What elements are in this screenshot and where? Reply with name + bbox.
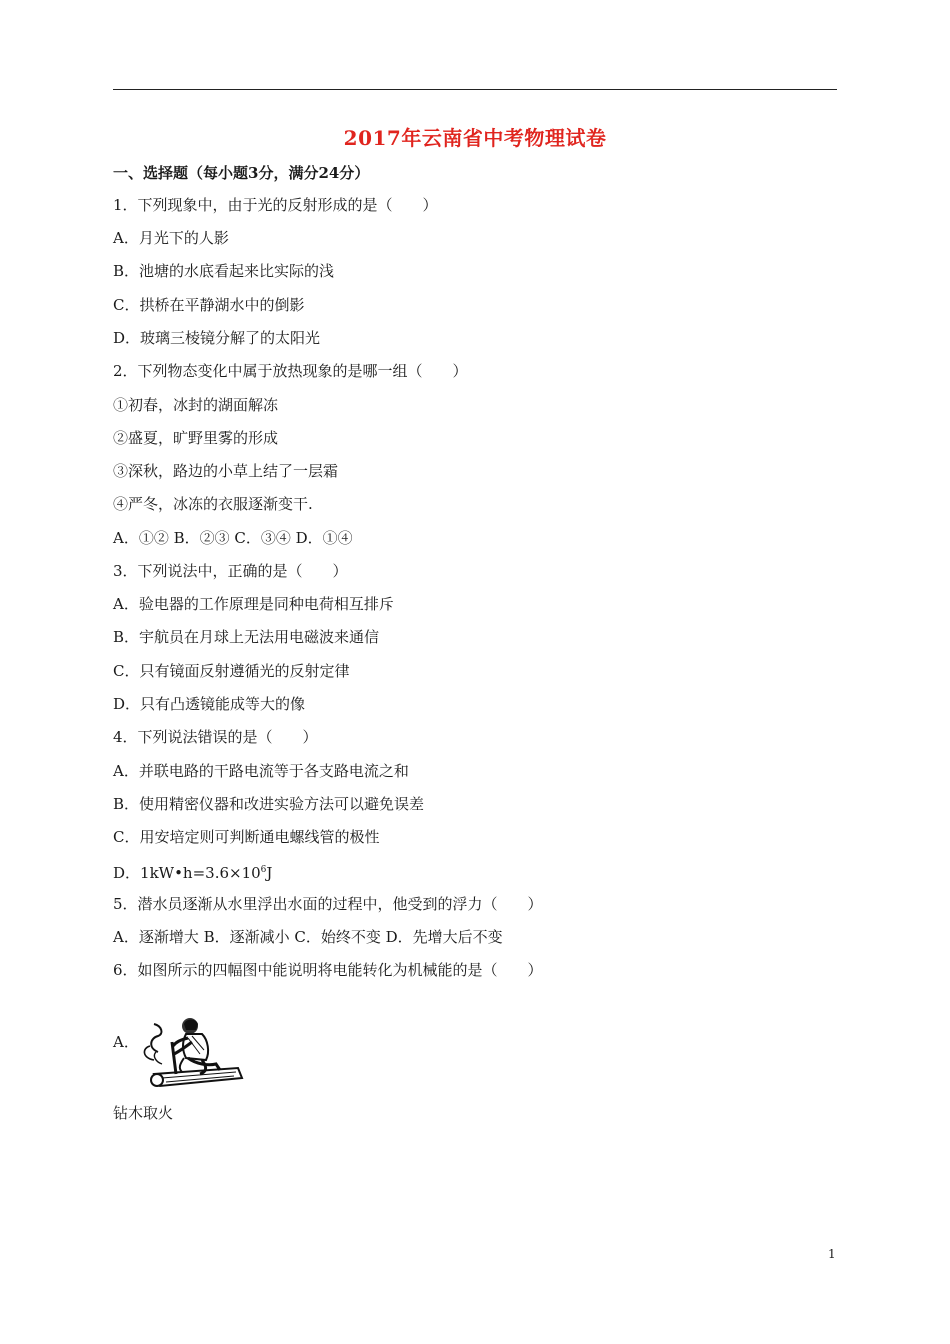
q2-options: A．①② B．②③ C．③④ D．①④	[113, 529, 353, 547]
question-1: 1．下列现象中，由于光的反射形成的是（ ）	[113, 196, 438, 214]
q3-option-c: C．只有镜面反射遵循光的反射定律	[113, 662, 350, 680]
q2-statement-3: ③深秋，路边的小草上结了一层霜	[113, 462, 339, 480]
q4-option-b: B．使用精密仪器和改进实验方法可以避免误差	[113, 795, 425, 813]
question-3: 3．下列说法中，正确的是（ ）	[113, 562, 348, 580]
q3-option-d: D．只有凸透镜能成等大的像	[113, 695, 306, 713]
q2-statement-4: ④严冬，冰冻的衣服逐渐变干.	[113, 495, 313, 513]
q4-option-d-text: D．1kW•h=3.6×10	[113, 864, 261, 882]
question-5: 5．潜水员逐渐从水里浮出水面的过程中，他受到的浮力（ ）	[113, 895, 543, 913]
question-4: 4．下列说法错误的是（ ）	[113, 728, 318, 746]
q3-option-b: B．宇航员在月球上无法用电磁波来通信	[113, 628, 380, 646]
page-title: 2017年云南省中考物理试卷	[343, 126, 607, 150]
header-rule	[113, 89, 837, 90]
question-6: 6．如图所示的四幅图中能说明将电能转化为机械能的是（ ）	[113, 961, 543, 979]
q1-option-d: D．玻璃三棱镜分解了的太阳光	[113, 329, 321, 347]
q2-statement-2: ②盛夏，旷野里雾的形成	[113, 429, 279, 447]
question-2: 2．下列物态变化中属于放热现象的是哪一组（ ）	[113, 362, 468, 380]
figure-caption: 钻木取火	[113, 1104, 174, 1122]
q6-option-a-label: A．	[113, 1033, 139, 1051]
q4-option-c: C．用安培定则可判断通电螺线管的极性	[113, 828, 380, 846]
page-number: 1	[828, 1247, 836, 1261]
q3-option-a: A．验电器的工作原理是同种电荷相互排斥	[113, 595, 394, 613]
q4-option-d-unit: J	[266, 864, 273, 882]
q4-option-d	[113, 860, 272, 883]
q1-option-b: B．池塘的水底看起来比实际的浅	[113, 262, 335, 280]
person-drilling-wood-illustration	[136, 1014, 246, 1090]
q1-option-c: C．拱桥在平静湖水中的倒影	[113, 296, 305, 314]
q2-statement-1: ①初春，冰封的湖面解冻	[113, 396, 279, 414]
section-heading: 一、选择题（每小题3分，满分24分）	[113, 164, 370, 182]
q4-option-a: A．并联电路的干路电流等于各支路电流之和	[113, 762, 409, 780]
q5-options: A．逐渐增大 B．逐渐减小 C．始终不变 D．先增大后不变	[113, 928, 503, 946]
q4-option-d-exponent: 6	[260, 865, 267, 875]
q1-option-a: A．月光下的人影	[113, 229, 229, 247]
